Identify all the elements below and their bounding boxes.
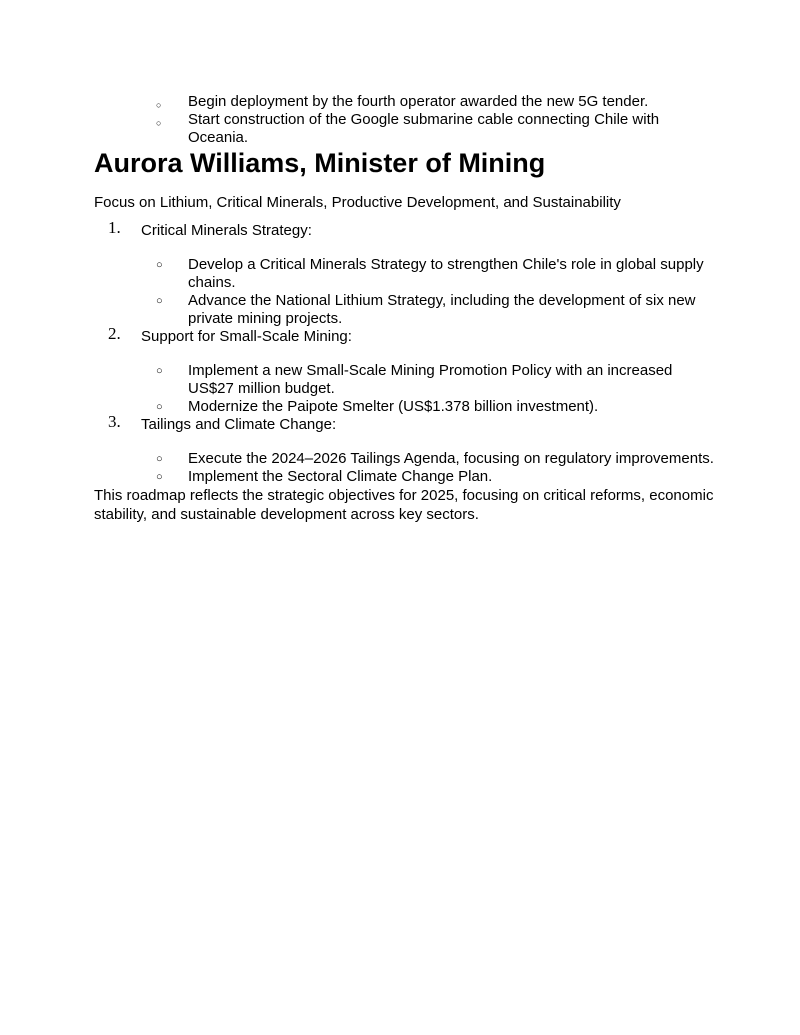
numbered-item-label: Support for Small-Scale Mining:	[141, 328, 352, 345]
numbered-item	[94, 324, 714, 416]
list-item-text: Implement a new Small-Scale Mining Promotion Policy with an increased US$27 million budget.	[188, 362, 673, 397]
sub-bullet-list	[94, 362, 714, 416]
sub-bullet-list	[94, 256, 714, 328]
circle-bullet-icon: ○	[156, 453, 163, 465]
circle-bullet-icon: ○	[156, 118, 162, 128]
circle-bullet-icon: ○	[156, 295, 163, 307]
list-item	[94, 450, 714, 468]
numbered-list	[94, 218, 714, 486]
document-page	[94, 93, 714, 524]
numbered-item-heading	[94, 412, 714, 434]
numbered-item	[94, 412, 714, 486]
list-item	[94, 362, 714, 398]
list-item-text: Modernize the Paipote Smelter (US$1.378 billion investment).	[188, 398, 599, 415]
numbered-item-label: Critical Minerals Strategy:	[141, 222, 312, 239]
sub-bullet-list	[94, 450, 714, 486]
circle-bullet-icon: ○	[156, 401, 163, 413]
conclusion-paragraph: This roadmap reflects the strategic objectives for 2025, focusing on critical reforms, economic stability, and sustainable development across key sectors.	[94, 487, 714, 523]
list-item	[94, 398, 714, 416]
list-item	[94, 111, 714, 147]
list-item	[94, 468, 714, 486]
section-subtitle: Focus on Lithium, Critical Minerals, Productive Development, and Sustainability	[94, 194, 621, 211]
numbered-item	[94, 218, 714, 328]
list-item-text: Begin deployment by the fourth operator awarded the new 5G tender.	[188, 93, 649, 110]
numbered-item-label: Tailings and Climate Change:	[141, 416, 337, 433]
circle-bullet-icon: ○	[156, 365, 163, 377]
section-heading: Aurora Williams, Minister of Mining	[94, 148, 546, 178]
list-item	[94, 93, 714, 111]
list-item-text: Execute the 2024–2026 Tailings Agenda, focusing on regulatory improvements.	[188, 450, 714, 467]
circle-bullet-icon: ○	[156, 100, 162, 110]
list-item-text: Implement the Sectoral Climate Change Plan.	[188, 468, 493, 485]
list-item-text: Start construction of the Google submarine cable connecting Chile with Oceania.	[188, 111, 660, 146]
list-number: 2.	[108, 324, 121, 343]
list-number: 1.	[108, 218, 121, 237]
list-item-text: Advance the National Lithium Strategy, including the development of six new private mining projects.	[188, 292, 696, 327]
list-item-text: Develop a Critical Minerals Strategy to strengthen Chile's role in global supply chains.	[188, 256, 704, 291]
circle-bullet-icon: ○	[156, 259, 163, 271]
list-number: 3.	[108, 412, 121, 431]
top-bullet-list	[94, 93, 714, 147]
numbered-item-heading	[94, 324, 714, 346]
list-item	[94, 256, 714, 292]
list-item	[94, 292, 714, 328]
circle-bullet-icon: ○	[156, 471, 163, 483]
numbered-item-heading	[94, 218, 714, 240]
